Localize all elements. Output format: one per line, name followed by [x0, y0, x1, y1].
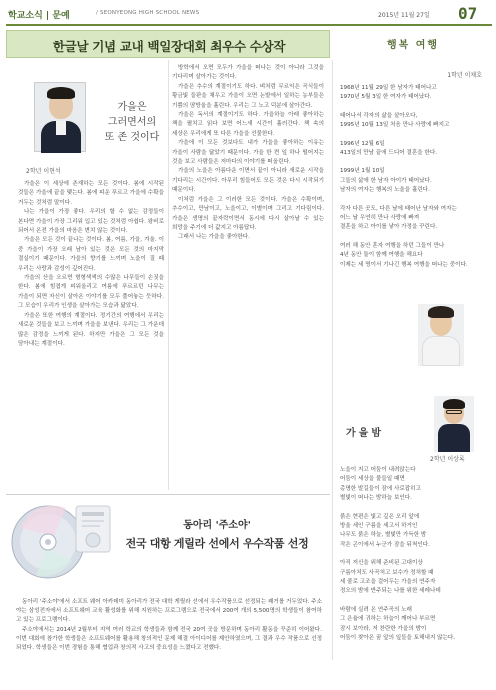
club-article-body — [16, 598, 322, 682]
poems-column — [334, 30, 492, 660]
poem-stanza: 바람에 실려 온 연주곡의 노래 그 은율에 귀하는 하늘이 깨어나 부르면 잠시 보아라, 저 찬란한 가을의 밤이 어둠이 찾아온 꿈 앞의 잎들을 토해내지 않는다. — [340, 606, 456, 642]
essay-author: 2학년 이현석 — [26, 168, 61, 175]
paragraph: 가을에 이 모든 것보다도 내가 가을을 좋아하는 이유는 가을이 사람을 닮았기 때문이다. 가을 한 켠 잎 하나 떨어지는 것을 보고 사람들은 저마다의 이야기를 떠올린다. — [172, 140, 324, 166]
paper-name: / SEONYEONG HIGH SCHOOL NEWS — [96, 10, 200, 16]
paragraph: 방학에서 오면 모두가 가을을 떠나는 것이 아니라 그것을 기다리며 살아가는 것이다. — [172, 65, 324, 81]
essay-title-line: 그러면서의 — [107, 117, 157, 128]
column-divider — [332, 60, 333, 660]
poem-author: 2학년 이상록 — [430, 456, 465, 463]
paragraph: 가을은 추수의 계절이기도 하다. 벼처럼 무르익은 곡식들이 황금빛 들판을 채우고 가을이 오면 논밭에서 일하는 농부들은 기쁨의 땀방울을 흘린다. 우리는 그 노고 덕분에 살아간다. — [172, 83, 324, 109]
poem-stanza: 태어나서 각자의 삶을 살아오다, 1995년 10월 13일 처음 만나 사랑에 빠지고 — [340, 112, 450, 129]
club-article-heading — [110, 516, 324, 551]
essay-column-right — [172, 64, 324, 488]
paragraph: 가을은 또한 여행의 계절이다. 정기간의 여행에서 우리는 새로운 것들을 보고 느끼며 가을을 보낸다. 우리는 그 가운데 많은 감정을 느끼게 된다. 하지만 가을은 그 모든 것을 담아내는 계절이다. — [18, 312, 164, 347]
paragraph: 가을은 독서의 계절이기도 하다. 가을하늘 아래 좋아하는 책을 펼치고 읽다 보면 어느새 시간이 흘러간다. 책 속의 세상은 우리에게 또 다른 가을을 선물한다. — [172, 112, 324, 137]
poem-body — [340, 84, 488, 310]
page-header — [6, 4, 492, 26]
column-divider — [168, 60, 169, 490]
essay-column-left — [18, 180, 164, 490]
club-article-title: 전국 대항 게릴라 선에서 우수작품 선정 — [125, 537, 309, 550]
poem-stanza: 1968년 11월 29일 한 남자가 태어나고 1970년 5월 3일 한 여자가 태어났다. — [340, 85, 437, 101]
poem-author-photo — [434, 396, 474, 452]
paragraph: 가을은 모든 것이 끝나는 것이다. 봄, 여름, 가을, 겨울. 이 중 가을이 가장 오래 남아 있는 것은 모든 것의 마지막 결실이기 때문이다. 가을의 향기를 느끼며 노을이 질 때 우리는 사랑과 감성이 깊어진다. — [18, 237, 164, 272]
poem-title: 가을밤 — [346, 428, 384, 439]
club-article — [6, 496, 330, 686]
paragraph: 주소야에서는 2014년 2월부터 지역 여러 학교의 학생들과 함께 전국 20여 곳을 방문하며 동아리 활동을 꾸준히 이어왔다. 이번 대회에 참가한 학생들은 소프트웨어를 활용해 창의적인 문제 해결 아이디어를 제안하였으며, 그 결과 우수 작품으로 선정되었다. 학생들은 이번 경험을 통해 협업과 창의적 사고의 중요성을 느꼈다고 전했다. — [16, 626, 322, 652]
poem-stanza: 붉은 현편은 빛고 깊은 오리 앞에 방울 세인 구름을 세고서 하거인 나무도 붉은 하늘, 별빛만 가득한 밤 작은 곤이에서 누군가 잠을 뒤척인다. — [340, 513, 430, 548]
page-number: 07 — [458, 4, 478, 23]
poem-body — [340, 466, 488, 690]
poem-stanza: 1999년 1월 10일 그들의 삶에 한 남자 아이가 태어났다. 남자의 여자는 행복의 노울을 흘린다. — [340, 168, 432, 194]
poem-stanza: 1996년 12월 6일 413일의 만남 끝에 드디어 결혼을 한다. — [340, 140, 437, 157]
poem-title: 행복 여행 — [386, 40, 440, 51]
paragraph: 가을은 이 세상에 존재하는 모든 것이다. 봄에 시작된 것들은 가을에 끝을 맺는다. 봄에 피운 푸르고 가을에 수확을 거두는 것처럼 말이다. — [18, 181, 164, 206]
poem-author: 1학년 이채호 — [447, 72, 482, 79]
paragraph: 나는 가을이 가장 좋다. 우리의 할 수 없는 감정들이 본다면 가을이 가장 그리워 입고 있는 것처럼 아쉽다. 왕비로 되어서 온전 가을의 마음은 변치 않는 것이다. — [18, 209, 164, 235]
club-article-kicker: 동아리 '주소야' — [183, 520, 251, 531]
paragraph: 이처럼 가을은 그 이러한 모든 것이다. 가을은 수확이며, 추수이고, 만남이고, 노을이고, 이별이며 그리고 기다림이다. 가을은 생명의 끝자락이면서 동시에 다시 살아날 수 있는 희망을 주기에 더 값지고 아름답다. — [172, 196, 324, 231]
headline: 한글날 기념 교내 백일장대회 최우수 수상작 — [52, 39, 286, 54]
paragraph: 가을의 노을은 아름다운 이면서 끝이 아니라 새로운 시작을 기다리는 시간이다. 아무리 힘들어도 모든 것은 다시 시작되기 때문이다. — [172, 168, 324, 194]
paragraph: 동아리 '주소야'에서 소프트 웨어 아카데미 동아리가 전국 대학 게릴라 선에서 우수작품으로 선정되는 쾌거를 거두었다. 주소야는 삼성전자에서 소프트웨어 교육 활성화를 위해 지원하는 프로그램으로 전국에서 200여 개의 5,500명의 학생들이 참여하고 있는 프로그램이다. — [16, 599, 322, 624]
poem-stanza: 노을이 지고 어둠이 내려앉는다 어둠이 세상을 물들일 때면 총명한 발길들이 잠에 사로잡히고 별빛이 떠나는 밤하늘 보인다. — [340, 467, 421, 502]
headline-banner — [6, 30, 330, 58]
section-divider — [6, 494, 330, 495]
essay-article — [6, 60, 330, 492]
poem-stanza: 아직 저신을 위해 준비된 고대이상 구름아처도 사곡처고 보수가 정처할 때 세 줄로 고조을 걸어두는 가을의 연주자 정오의 밤에 반주되는 나를 위한 세레나데 — [340, 560, 441, 595]
poem-stanza: 각자 다른 곳도, 다른 날에 태어난 남자와 여자는 어느 날 우연히 만나 사랑에 빠져 결혼을 하고 아이를 낳아 가정을 꾸린다. — [340, 205, 457, 231]
poem-stanza: 여러 해 동안 혼자 여행을 하던 그들이 만나 4년 동안 둘이 함께 여행을 해요다 이제는 세 명이서 기나긴 행복 여행을 떠나는 중이다. — [340, 242, 468, 268]
issue-date: 2015년 11월 27일 — [378, 12, 430, 19]
paragraph: 그래서 나는 가을을 좋아한다. — [178, 234, 250, 241]
cd-illustration — [6, 498, 116, 594]
essay-title — [102, 100, 162, 145]
author-photo — [34, 82, 86, 152]
essay-title-line: 또 존 것이다 — [104, 132, 160, 143]
poem-author-photo — [418, 304, 464, 366]
paragraph: 가을의 산을 오르면 형형색색의 수많은 나무들이 손짓을 한다. 봄에 힘겹게 피워올리고 여름에 푸르르던 나무는 가을이 되면 자신이 살아온 이야기를 모두 풀어놓는 듯하다. 그 모습이 우리가 인생을 살아가는 모습과 닮았다. — [18, 275, 164, 310]
section-label: 학교소식 | 문예 — [8, 11, 70, 21]
essay-title-line: 가을은 — [117, 102, 147, 113]
